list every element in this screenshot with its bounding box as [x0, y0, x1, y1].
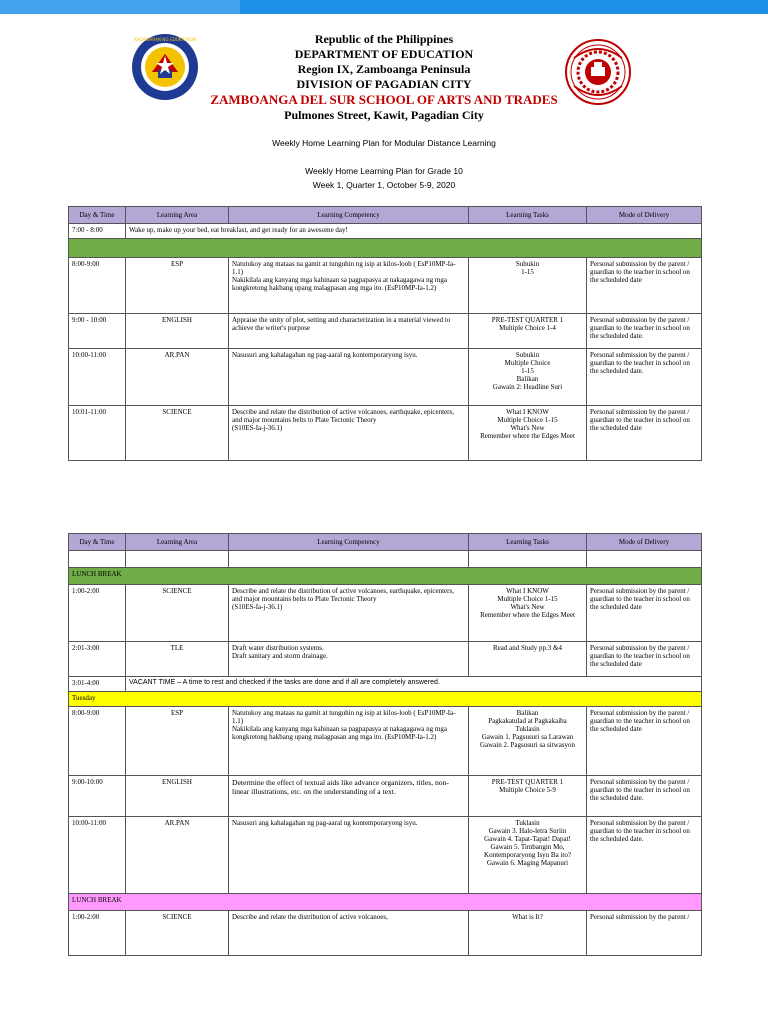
mode-cell: Personal submission by the parent / guardian to the teacher in school on the scheduled date [587, 707, 702, 776]
mode-cell: Personal submission by the parent / guardian to the teacher in school on the scheduled date. [587, 349, 702, 406]
time-cell: 9:00-10:00 [69, 776, 126, 817]
time-cell: 8:00-9:00 [69, 707, 126, 776]
area-cell: SCIENCE [126, 406, 229, 461]
header-line: DEPARTMENT OF EDUCATION [294, 47, 474, 61]
schedule-table-1 [68, 206, 702, 461]
table-row [69, 911, 702, 956]
table-header-row [69, 534, 702, 551]
tasks-cell: PRE-TEST QUARTER 1 Multiple Choice 5-9 [469, 776, 587, 817]
tasks-cell: What is It? [469, 911, 587, 956]
time-cell: 10:00-11:00 [69, 817, 126, 894]
tasks-cell: PRE-TEST QUARTER 1 Multiple Choice 1-4 [469, 314, 587, 349]
lunch-break-row [69, 568, 702, 585]
table-row [69, 642, 702, 677]
area-cell: ENGLISH [126, 314, 229, 349]
wake-text: Wake up, make up your bed, eat breakfast, and get ready for an awesome day! [126, 224, 702, 239]
area-cell: SCIENCE [126, 911, 229, 956]
column-header: Mode of Delivery [587, 534, 702, 551]
area-cell: AR.PAN [126, 817, 229, 894]
time-cell: 2:01-3:00 [69, 642, 126, 677]
column-header: Learning Tasks [469, 534, 587, 551]
mode-cell: Personal submission by the parent / guardian to the teacher in school on the scheduled date. [587, 314, 702, 349]
competency-cell: Appraise the unity of plot, setting and characterization in a material viewed to achieve the writer's purpose [229, 314, 469, 349]
competency-cell: Natutukoy ang mataas na gamit at tunguhin ng isip at kilos-loob ( EsP10MP-Ia-1.1) Nakikilala ang kanyang mga kahinaan sa pagpapasya at nakagagawa ng mga kongkretong hakbang upang malagpasan ang mga ito. (EsP10MP-Ia-1.2) [229, 258, 469, 314]
table-row [69, 406, 702, 461]
column-header: Learning Competency [229, 207, 469, 224]
area-cell: ESP [126, 707, 229, 776]
area-cell: SCIENCE [126, 585, 229, 642]
empty-row [69, 551, 702, 568]
divider-cell [69, 239, 702, 258]
area-cell: ESP [126, 258, 229, 314]
plan-title: Weekly Home Learning Plan for Modular Distance Learning [272, 138, 496, 148]
letterhead [0, 14, 768, 123]
vacant-row [69, 677, 702, 692]
column-header: Learning Area [126, 207, 229, 224]
area-cell: TLE [126, 642, 229, 677]
table-row [69, 314, 702, 349]
deped-seal-text: KAGAWARAN NG EDUKASYON [134, 37, 196, 42]
plan-week: Week 1, Quarter 1, October 5-9, 2020 [312, 180, 456, 190]
mode-cell: Personal submission by the parent / guardian to the teacher in school on the scheduled date [587, 406, 702, 461]
top-banner [0, 0, 768, 14]
table-row [69, 817, 702, 894]
time-cell: 3:01-4:00 [69, 677, 126, 692]
competency-cell: Nasusuri ang kahalagahan ng pag-aaral ng kontemporaryong isyu. [229, 817, 469, 894]
header-line: Region IX, Zamboanga Peninsula [297, 62, 471, 76]
lunch-break-label: LUNCH BREAK [69, 568, 702, 585]
wake-row [69, 224, 702, 239]
time-cell: 1:00-2:00 [69, 585, 126, 642]
time-cell: 9:00 - 10:00 [69, 314, 126, 349]
mode-cell: Personal submission by the parent / guardian to the teacher in school on the scheduled date [587, 642, 702, 677]
table-row [69, 776, 702, 817]
tasks-cell: What I KNOW Multiple Choice 1-15 What's New Remember where the Edges Meet [469, 406, 587, 461]
table-row [69, 349, 702, 406]
time-cell: 8:00-9:00 [69, 258, 126, 314]
lunch-break-row [69, 894, 702, 911]
tasks-cell: Read and Study pp.3 &4 [469, 642, 587, 677]
green-divider-row [69, 239, 702, 258]
area-cell: ENGLISH [126, 776, 229, 817]
tasks-cell: Tuklasin Gawain 3. Halo-letra Suriin Gawain 4. Tapat-Tapat! Dapat! Gawain 5. Timbangin Mo, Kontemporaryong Isyu Ba ito? Gawain 6. Maging Mapanuri [469, 817, 587, 894]
tasks-cell: What I KNOW Multiple Choice 1-15 What's New Remember where the Edges Meet [469, 585, 587, 642]
column-header: Learning Tasks [469, 207, 587, 224]
header-line: Republic of the Philippines [314, 32, 454, 46]
time-cell: 10:01-11:00 [69, 406, 126, 461]
lunch-break-label: LUNCH BREAK [69, 894, 702, 911]
mode-cell: Personal submission by the parent / guardian to the teacher in school on the scheduled date. [587, 817, 702, 894]
competency-cell: Describe and relate the distribution of active volcanoes, earthquake, epicenters, and major mountains belts to Plate Tectonic Theory (S10ES-Ia-j-36.1) [229, 585, 469, 642]
column-header: Day & Time [69, 534, 126, 551]
column-header: Learning Area [126, 534, 229, 551]
mode-cell: Personal submission by the parent / [587, 911, 702, 956]
schedule-table-2 [68, 533, 702, 956]
table-row [69, 707, 702, 776]
competency-cell: Determine the effect of textual aids like advance organizers, titles, non-linear illustrations, etc. on the understanding of a text. [229, 776, 469, 817]
competency-cell: Describe and relate the distribution of active volcanoes, [229, 911, 469, 956]
header-line: DIVISION OF PAGADIAN CITY [296, 77, 472, 91]
competency-cell: Natutukoy ang mataas na gamit at tunguhin ng isip at kilos-loob ( EsP10MP-Ia-1.1) Nakikilala ang kanyang mga kahinaan sa pagpapasya at nakagagawa ng mga kongkretong hakbang upang malagpasan ang mga ito. (EsP10MP-Ia-1.2) [229, 707, 469, 776]
mode-cell: Personal submission by the parent / guardian to the teacher in school on the scheduled date [587, 585, 702, 642]
competency-cell: Draft water distribution systems. Draft sanitary and storm drainage. [229, 642, 469, 677]
mode-cell: Personal submission by the parent / guardian to the teacher in school on the scheduled date [587, 258, 702, 314]
tasks-cell: Balikan Pagkakatulad at Pagkakaiba Tuklasin Gawain 1. Pagsusuri sa Larawan Gawain 2. Pagsusuri sa sitwasyon [469, 707, 587, 776]
table-row [69, 585, 702, 642]
school-name: ZAMBOANGA DEL SUR SCHOOL OF ARTS AND TRADES [210, 92, 558, 107]
time-cell: 7:00 - 8:00 [69, 224, 126, 239]
top-banner-highlight [0, 0, 240, 14]
day-label: Tuesday [69, 692, 702, 707]
tasks-cell: Subukin 1-15 [469, 258, 587, 314]
table-header-row [69, 207, 702, 224]
table-row [69, 258, 702, 314]
time-cell: 1:00-2:00 [69, 911, 126, 956]
mode-cell: Personal submission by the parent / guardian to the teacher in school on the scheduled date. [587, 776, 702, 817]
school-address: Pulmones Street, Kawit, Pagadian City [284, 108, 484, 122]
day-row [69, 692, 702, 707]
column-header: Mode of Delivery [587, 207, 702, 224]
column-header: Learning Competency [229, 534, 469, 551]
column-header: Day & Time [69, 207, 126, 224]
plan-subtitle: Weekly Home Learning Plan for Grade 10 [305, 166, 463, 176]
area-cell: AR.PAN [126, 349, 229, 406]
tasks-cell: Subukin Multiple Choice 1-15 Balikan Gawain 2: Headline Suri [469, 349, 587, 406]
competency-cell: Describe and relate the distribution of active volcanoes, earthquake, epicenters, and major mountains belts to Plate Tectonic Theory (S10ES-Ia-j-36.1) [229, 406, 469, 461]
competency-cell: Nasusuri ang kahalagahan ng pag-aaral ng kontemporaryong isyu. [229, 349, 469, 406]
time-cell: 10:00-11:00 [69, 349, 126, 406]
vacant-text: VACANT TIME – A time to rest and checked if the tasks are done and if all are completely answered. [126, 677, 702, 692]
